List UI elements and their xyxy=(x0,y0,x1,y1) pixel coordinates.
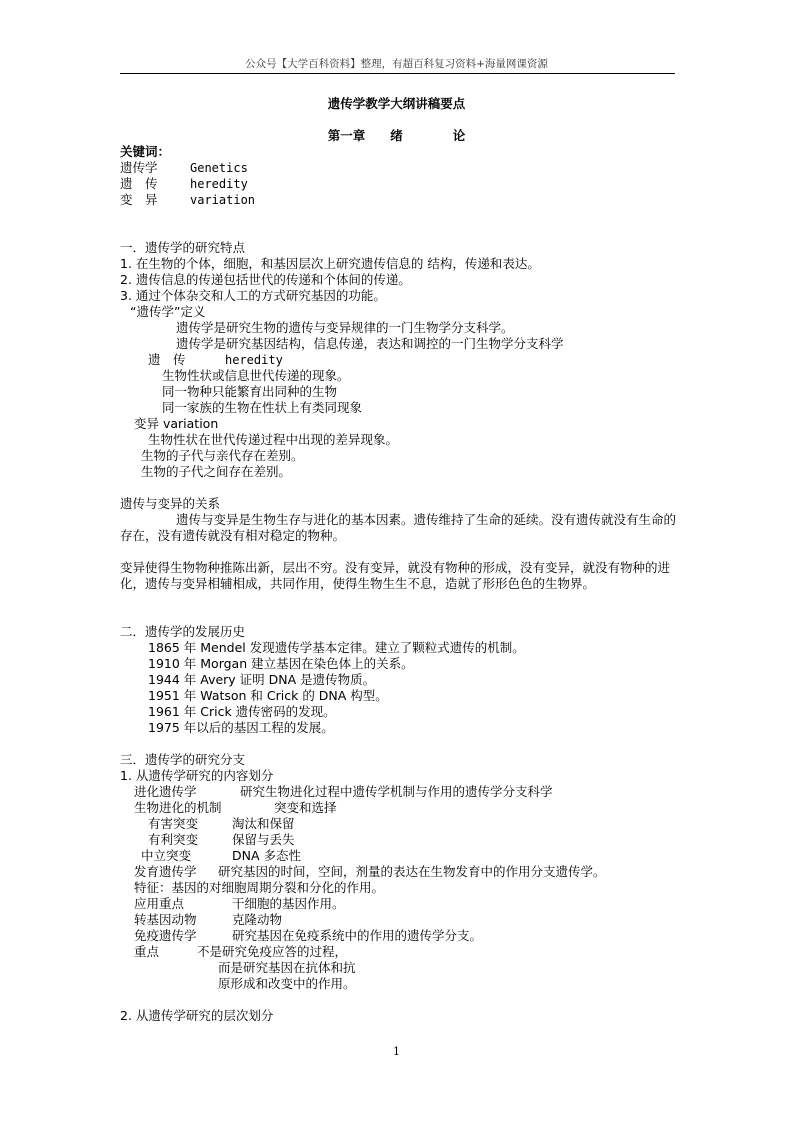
definition-title: “遗传学”定义 xyxy=(130,304,206,319)
keyword-row xyxy=(120,192,255,208)
subsection-heading: 2. 从遗传学研究的层次划分 xyxy=(120,1008,274,1023)
branch-term: 有害突变 xyxy=(148,816,199,831)
branch-term: 应用重点 xyxy=(134,896,185,911)
subsection-heading: 1. 从遗传学研究的内容划分 xyxy=(120,768,274,783)
history-item: 1865 年 Mendel 发现遗传学基本定律。建立了颗粒式遗传的机制。 xyxy=(148,640,525,655)
keywords-label: 关键词： xyxy=(120,144,171,159)
section-heading: 二．遗传学的发展历史 xyxy=(120,624,246,639)
page-number: 1 xyxy=(393,1045,400,1058)
heredity-term-en: heredity xyxy=(225,353,283,367)
chapter-title: 第一章 绪 论 xyxy=(327,128,466,143)
section-heading: 遗传与变异的关系 xyxy=(120,496,221,511)
branch-term: 重点 xyxy=(134,944,160,959)
definition-line: 遗传学是研究基因结构，信息传递，表达和调控的一门生物学分支科学 xyxy=(176,336,564,351)
section-heading: 三．遗传学的研究分支 xyxy=(120,752,246,767)
keyword-cn: 遗传学 xyxy=(120,160,158,175)
keyword-en: variation xyxy=(190,193,256,207)
branch-term: 发育遗传学 xyxy=(134,864,197,879)
branch-desc: 淘汰和保留 xyxy=(232,816,295,831)
branch-desc: 研究基因的时间，空间，剂量的表达在生物发育中的作用分支遗传学。 xyxy=(218,864,606,879)
keyword-row xyxy=(120,176,248,192)
list-item: 生物性状或信息世代传递的现象。 xyxy=(162,368,350,383)
branch-term: 有利突变 xyxy=(148,832,199,847)
branch-desc: 原形成和改变中的作用。 xyxy=(218,976,356,991)
list-item: 同一物种只能繁育出同种的生物 xyxy=(162,384,338,399)
paragraph: 变异使得生物物种推陈出新，层出不穷。没有变异，就没有物种的形成，没有变异，就没有物种的进化，遗传与变异相辅相成，共同作用，使得生物生生不息，造就了形形色色的生物界。 xyxy=(120,560,671,591)
list-item: 生物的子代与亲代存在差别。 xyxy=(141,448,304,463)
keyword-row xyxy=(120,160,248,176)
branch-term: 转基因动物 xyxy=(134,912,197,927)
keyword-en: Genetics xyxy=(190,161,248,175)
feature-line: 特征：基因的对细胞周期分裂和分化的作用。 xyxy=(134,880,385,895)
list-item: 生物的子代之间存在差别。 xyxy=(141,464,292,479)
branch-term: 生物进化的机制 xyxy=(134,800,222,815)
branch-desc: 干细胞的基因作用。 xyxy=(232,896,345,911)
section-heading: 一．遗传学的研究特点 xyxy=(120,240,246,255)
definition-line: 遗传学是研究生物的遗传与变异规律的一门生物学分支科学。 xyxy=(176,320,514,335)
branch-desc: 保留与丢失 xyxy=(232,832,295,847)
branch-term: 进化遗传学 xyxy=(134,784,197,799)
keyword-en: heredity xyxy=(190,177,248,191)
heredity-term: 遗 传 xyxy=(148,352,186,367)
branch-desc: DNA 多态性 xyxy=(232,848,302,863)
branch-term: 免疫遗传学 xyxy=(134,928,197,943)
list-item: 生物性状在世代传递过程中出现的差异现象。 xyxy=(148,432,399,447)
branch-desc: 突变和选择 xyxy=(274,800,337,815)
branch-desc: 而是研究基因在抗体和抗 xyxy=(218,960,356,975)
branch-desc: 不是研究免疫应答的过程， xyxy=(197,944,348,959)
history-item: 1944 年 Avery 证明 DNA 是遗传物质。 xyxy=(148,672,376,687)
list-item: 3. 通过个体杂交和人工的方式研究基因的功能。 xyxy=(120,288,386,303)
keyword-cn: 变 异 xyxy=(120,192,158,207)
paragraph: 遗传与变异是生物生存与进化的基本因素。遗传维持了生命的延续。没有遗传就没有生命的存在，没有遗传就没有相对稳定的物种。 xyxy=(120,512,677,543)
branch-desc: 克隆动物 xyxy=(232,912,283,927)
list-item: 1. 在生物的个体，细胞，和基因层次上研究遗传信息的 结构，传递和表达。 xyxy=(120,256,540,271)
history-item: 1910 年 Morgan 建立基因在染色体上的关系。 xyxy=(148,656,414,671)
page-header: 公众号【大学百科资料】整理，有超百科复习资料+海量网课资源 xyxy=(245,58,548,70)
branch-term: 中立突变 xyxy=(141,848,192,863)
header-divider xyxy=(120,73,675,74)
variation-title: 变异 variation xyxy=(134,416,219,431)
list-item: 同一家族的生物在性状上有类同现象 xyxy=(162,400,363,415)
branch-desc: 研究基因在免疫系统中的作用的遗传学分支。 xyxy=(232,928,483,943)
keyword-cn: 遗 传 xyxy=(120,176,158,191)
branch-desc: 研究生物进化过程中遗传学机制与作用的遗传学分支科学 xyxy=(240,784,553,799)
history-item: 1961 年 Crick 遗传密码的发现。 xyxy=(148,704,336,719)
list-item: 2. 遗传信息的传递包括世代的传递和个体间的传递。 xyxy=(120,272,411,287)
history-item: 1951 年 Watson 和 Crick 的 DNA 构型。 xyxy=(148,688,388,703)
doc-title: 遗传学教学大纲讲稿要点 xyxy=(327,96,466,111)
history-item: 1975 年以后的基因工程的发展。 xyxy=(148,720,334,735)
